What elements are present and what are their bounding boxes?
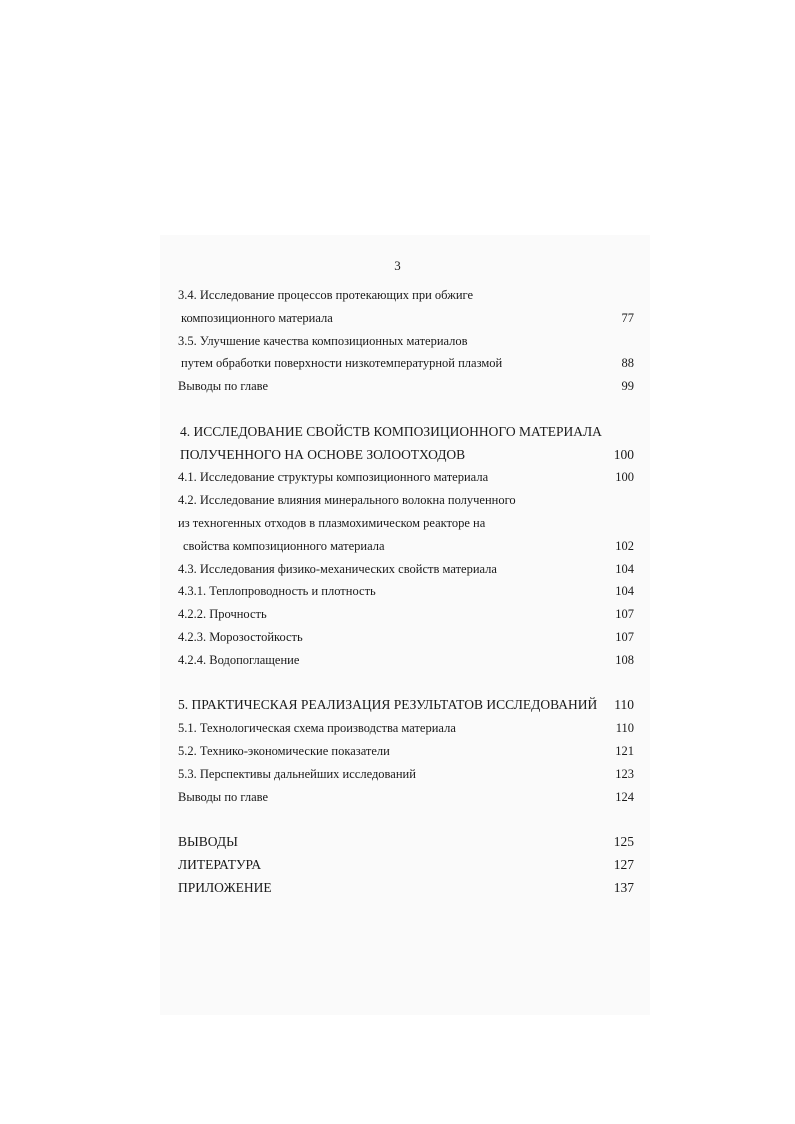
toc-entry xyxy=(178,626,634,649)
toc-entry-title: ПОЛУЧЕННОГО НА ОСНОВЕ ЗОЛООТХОДОВ xyxy=(180,446,466,462)
toc-entry-page: 104 xyxy=(615,584,634,599)
toc-entry xyxy=(178,831,634,854)
toc-entry-title: композиционного материала xyxy=(181,310,333,325)
toc-entry-title: свойства композиционного материала xyxy=(183,538,385,553)
toc-entry-title: 4.2.3. Морозостойкость xyxy=(178,629,303,644)
toc-entry xyxy=(178,558,634,581)
toc-entry-page: 107 xyxy=(615,629,634,644)
toc-entry-title: 4.2. Исследование влияния минерального волокна полученного xyxy=(178,493,516,508)
page-number: 3 xyxy=(394,258,401,273)
toc-entry-title: ЛИТЕРАТУРА xyxy=(178,857,262,873)
toc-entry xyxy=(178,330,634,353)
toc-entry xyxy=(178,580,634,603)
toc-entry-page: 77 xyxy=(621,310,634,325)
toc-entry xyxy=(178,466,634,489)
toc-entry xyxy=(178,307,634,330)
toc-entry xyxy=(178,421,634,444)
toc-entry-title: 4.1. Исследование структуры композиционного материала xyxy=(178,470,489,485)
toc-entry xyxy=(178,786,634,809)
toc-entry-page: 121 xyxy=(615,743,634,758)
toc-entry-title: 4. ИССЛЕДОВАНИЕ СВОЙСТВ КОМПОЗИЦИОННОГО МАТЕРИАЛА xyxy=(180,423,602,439)
toc-entry-title: 5. ПРАКТИЧЕСКАЯ РЕАЛИЗАЦИЯ РЕЗУЛЬТАТОВ ИССЛЕДОВАНИЙ xyxy=(178,697,598,713)
section-spacer xyxy=(178,398,634,421)
toc-entry-page: 110 xyxy=(615,721,634,736)
toc-entry-page: 123 xyxy=(615,766,634,781)
toc-entry xyxy=(178,375,634,398)
toc-entry-page: 107 xyxy=(615,607,634,622)
toc-entry-page: 100 xyxy=(615,470,634,485)
toc-entry-title: 5.1. Технологическая схема производства материала xyxy=(178,721,456,736)
toc-entry-page: 125 xyxy=(613,834,634,850)
toc-entry-page: 102 xyxy=(615,538,634,553)
toc-entry xyxy=(178,352,634,375)
toc-entry xyxy=(178,877,634,900)
toc-entry-title: из техногенных отходов в плазмохимическом реакторе на xyxy=(178,515,486,530)
toc-entry-page: 137 xyxy=(613,879,634,895)
toc-entry-page: 88 xyxy=(621,356,634,371)
toc-entry-title: ВЫВОДЫ xyxy=(178,834,238,850)
toc-entry-title: ПРИЛОЖЕНИЕ xyxy=(178,879,272,895)
toc-entry-page: 127 xyxy=(613,857,634,873)
toc-entry xyxy=(178,854,634,877)
toc-entry xyxy=(178,763,634,786)
toc-entry-title: 3.4. Исследование процессов протекающих при обжиге xyxy=(178,288,474,302)
section-spacer xyxy=(178,672,634,695)
table-of-contents xyxy=(178,284,634,900)
toc-entry-page: 99 xyxy=(621,379,634,394)
toc-entry xyxy=(178,284,634,307)
toc-entry-page: 124 xyxy=(615,789,634,804)
toc-entry-title: 4.3.1. Теплопроводность и плотность xyxy=(178,584,376,599)
toc-entry-title: Выводы по главе xyxy=(178,789,269,804)
toc-entry xyxy=(178,444,634,467)
toc-entry-title: 4.2.4. Водопоглащение xyxy=(178,652,300,667)
toc-entry-page: 110 xyxy=(614,697,634,713)
toc-entry-title: 5.2. Технико-экономические показатели xyxy=(178,743,390,758)
toc-entry xyxy=(178,694,634,717)
section-spacer xyxy=(178,808,634,831)
toc-entry-title: 4.2.2. Прочность xyxy=(178,607,267,622)
toc-entry-title: 4.3. Исследования физико-механических свойств материала xyxy=(178,561,497,576)
toc-entry-title: Выводы по главе xyxy=(178,379,269,394)
toc-entry xyxy=(178,740,634,763)
toc-entry-page: 104 xyxy=(615,561,634,576)
toc-entry-title: 5.3. Перспективы дальнейших исследований xyxy=(178,766,416,781)
toc-entry xyxy=(178,512,634,535)
toc-entry xyxy=(178,535,634,558)
toc-entry-title: путем обработки поверхности низкотемпературной плазмой xyxy=(181,356,503,371)
toc-entry xyxy=(178,717,634,740)
toc-entry xyxy=(178,489,634,512)
toc-entry-title: 3.5. Улучшение качества композиционных материалов xyxy=(178,333,468,348)
toc-entry xyxy=(178,649,634,672)
toc-entry-page: 100 xyxy=(613,446,634,462)
toc-entry-page: 108 xyxy=(615,652,634,667)
toc-entry xyxy=(178,603,634,626)
